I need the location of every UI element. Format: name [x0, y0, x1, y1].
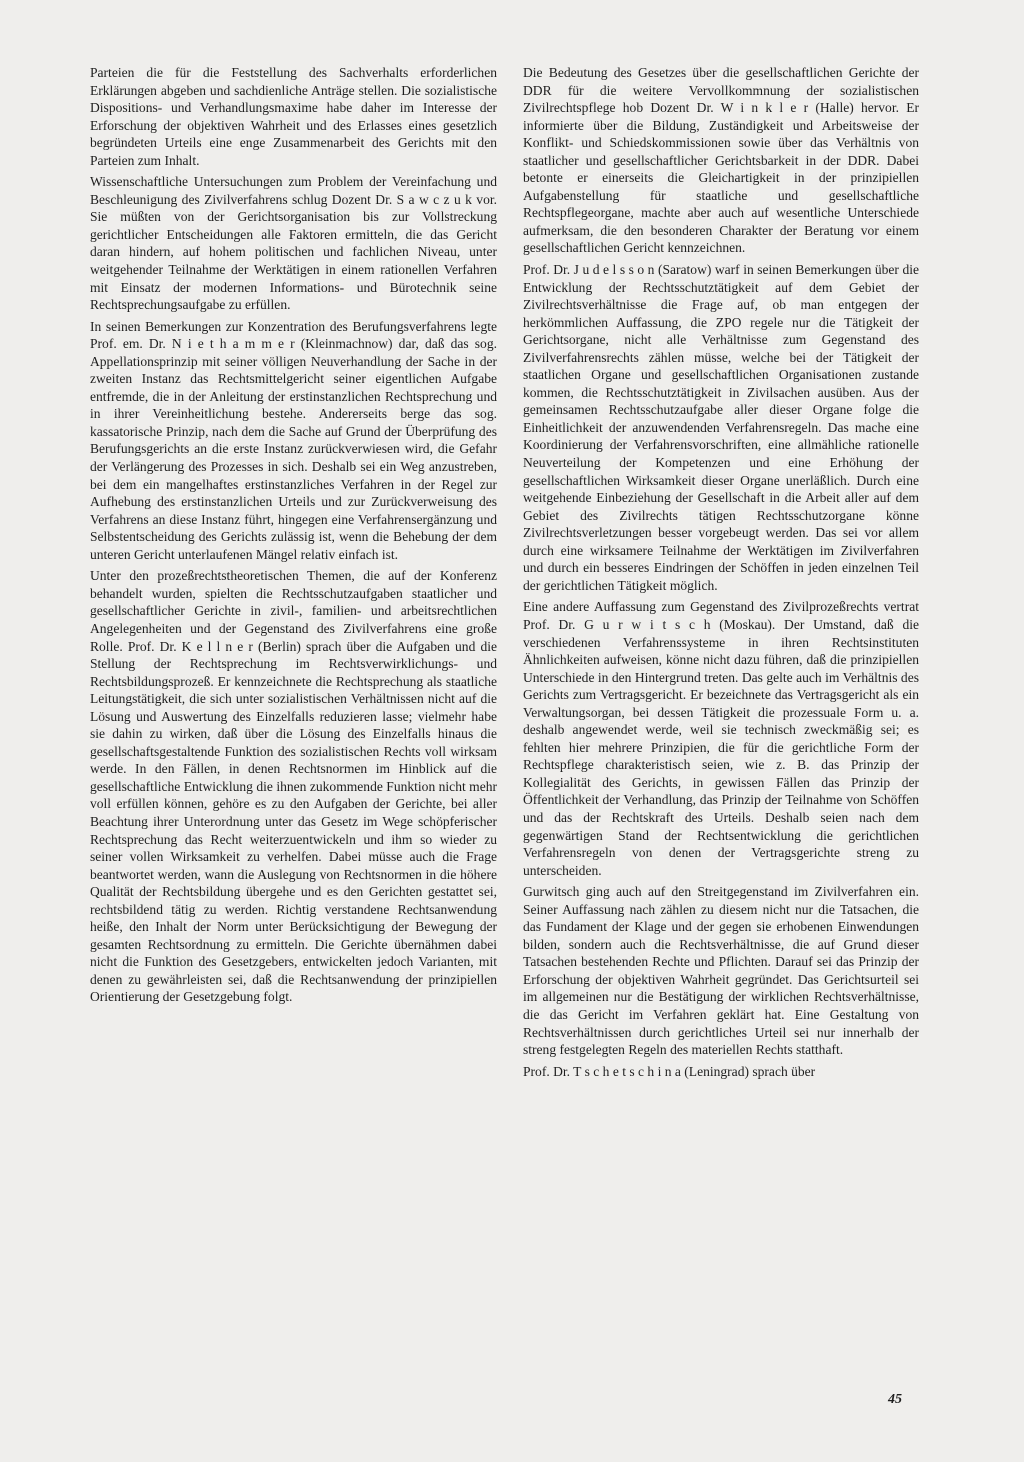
left-column — [90, 64, 497, 1010]
paragraph: In seinen Bemerkungen zur Konzentration des Berufungsverfahrens legte Prof. em. Dr. N i e t h a m m e r (Kleinmachnow) dar, daß das sog. Appellationsprinzip mit seiner völligen Neuverhandlung der Sache in der zweiten Instanz das Rechtsmittelgericht seiner eigentlichen Aufgabe entfremde, die in der Anleitung der erstinstanzlichen Rechtsprechung und in ihrer Vereinheitlichung bestehe. Andererseits berge das sog. kassatorische Prinzip, nach dem die Sache auf Grund der Überprüfung des Berufungsgerichts an die erste Instanz zurückverwiesen wird, die Gefahr der Verlängerung des Prozesses in sich. Deshalb sei ein Weg anzustreben, bei dem ein mangelhaftes erstinstanzliches Verfahren in der Regel zur Aufhebung des erstinstanzlichen Urteils und zur Zurückverweisung des Verfahrens an diese Instanz führt, hingegen eine Verfahrensergänzung und Selbstentscheidung des Gerichts zulässig ist, wenn die Behebung der dem unteren Gericht unterlaufenen Mängel relativ einfach ist. — [90, 318, 497, 562]
paragraph: Eine andere Auffassung zum Gegenstand des Zivilprozeßrechts vertrat Prof. Dr. G u r w i t s c h (Moskau). Der Umstand, daß die verschiedenen Verfahrenssysteme in ihren Rechtsinstituten Ähnlichkeiten aufweisen, könne nicht dazu führen, daß die prinzipiellen Unterschiede in den Hintergrund treten. Das gelte auch im Verhältnis des Gerichts zum Vertragsgericht. Er bezeichnete das Vertragsgericht als ein Verwaltungsorgan, bei dessen Tätigkeit die prozessuale Form u. a. deshalb angewendet werde, weil sie technisch zweckmäßig sei; es fehlten hier mehrere Prinzipien, die für die gerichtliche Form der Rechtspflege charakteristisch seien, wie z. B. das Prinzip der Kollegialität des Gerichts, in gewissen Fällen das Prinzip der Öffentlichkeit der Verhandlung, das Prinzip der Teilnahme von Schöffen und das der Rechtskraft des Urteils. Deshalb seien nach dem gegenwärtigen Stand der Rechtsentwicklung die gerichtlichen Verfahrensregeln von denen der Vertragsgerichte streng zu unterscheiden. — [523, 599, 919, 878]
paragraph: Unter den prozeßrechtstheoretischen Themen, die auf der Konferenz behandelt wurden, spielten die Rechtsschutzaufgaben staatlicher und gesellschaftlicher Gerichte in zivil-, familien- und arbeitsrechtlichen Angelegenheiten und der Gegenstand des Zivilverfahrens eine große Rolle. Prof. Dr. K e l l n e r (Berlin) sprach über die Aufgaben und die Stellung der Rechtsprechung im Rechtsverwirklichungs- und Rechtsbildungsprozeß. Er kennzeichnete die Rechtsprechung als staatliche Leitungstätigkeit, die sich unter sozialistischen Verhältnissen nicht auf die Lösung und Auswertung des Einzelfalls reduzieren lasse; vielmehr habe sie dahin zu wirken, daß über die Lösung des Einzelfalls hinaus die gesellschaftsgestaltende Funktion des sozialistischen Rechts voll wirksam werde. In den Fällen, in denen Rechtsnormen im Hinblick auf die gesellschaftliche Entwicklung die ihnen zukommende Funktion nicht mehr voll erfüllen können, gehöre es zu den Aufgaben der Gerichte, bei aller Beachtung ihrer Unterordnung unter das Gesetz im Wege schöpferischer Rechtsprechung das Recht weiterzuentwickeln und ihm so wieder zu seiner vollen Wirksamkeit zu verhelfen. Dabei müsse auch die Frage beantwortet werden, wann die Auslegung von Rechtsnormen in die höhere Qualität der Rechtsbildung übergehe und es den Gerichten gestattet sei, rechtsbildend tätig zu werden. Richtig verstandene Rechtsanwendung heiße, den Inhalt der Norm unter Berücksichtigung der Bewegung der gesamten Rechtsordnung zu ermitteln. Die Gerichte übernähmen dabei nicht die Funktion des Gesetzgebers, entwickelten jedoch Varianten, mit denen zu gewährleisten sei, daß die Rechtsanwendung der prinzipiellen Orientierung der Gesetzgebung folgt. — [90, 568, 497, 1005]
paragraph: Gurwitsch ging auch auf den Streitgegenstand im Zivilverfahren ein. Seiner Auffassung nach zählen zu diesem nicht nur die Tatsachen, die das Fundament der Klage und der gegen sie erhobenen Einwendungen bilden, sondern auch die Rechtsverhältnisse, die auf Grund dieser Tatsachen bestehenden Rechte und Pflichten. Darauf sei das Prinzip der Erforschung der objektiven Wahrheit gegründet. Das Gerichtsurteil sei im allgemeinen nur die Bestätigung der wirklichen Rechtsverhältnisse, die das Gericht im Verfahren geklärt hat. Eine Gestaltung von Rechtsverhältnissen durch gerichtliches Urteil sei nur innerhalb der streng festgelegten Regeln des materiellen Rechts statthaft. — [523, 884, 919, 1058]
paragraph: Die Bedeutung des Gesetzes über die gesellschaftlichen Gerichte der DDR für die weitere Vervollkommnung der sozialistischen Zivilrechtspflege hob Dozent Dr. W i n k l e r (Halle) hervor. Er informierte über die Bildung, Zuständigkeit und Arbeitsweise der Konflikt- und Schiedskommissionen sowie über das Verhältnis von staatlicher und gesellschaftlicher Gerichtsbarkeit in der DDR. Dabei betonte er einerseits die Gleichartigkeit in der prinzipiellen Aufgabenstellung für staatliche und gesellschaftliche Rechtspflegeorgane, machte aber auch auf wesentliche Unterschiede aufmerksam, die den besonderen Charakter der Beratung vor einem gesellschaftlichen Gericht kennzeichnen. — [523, 65, 919, 256]
paragraph: Prof. Dr. T s c h e t s c h i n a (Leningrad) sprach über — [523, 1063, 816, 1079]
paragraph: Wissenschaftliche Untersuchungen zum Problem der Vereinfachung und Beschleunigung des Zivilverfahrens schlug Dozent Dr. S a w c z u k vor. Sie müßten von der Gerichtsorganisation bis zur Vollstreckung gerichtlicher Entscheidungen alle Faktoren ermitteln, die das Gericht daran hindern, auf hohem politischen und fachlichen Niveau, unter weitgehender Teilnahme der Werktätigen in einem rationellen Verfahren mit Einsatz der modernen Informations- und Bürotechnik seine Rechtsprechungsaufgabe zu erfüllen. — [90, 174, 497, 313]
paragraph: Prof. Dr. J u d e l s s o n (Saratow) warf in seinen Bemerkungen über die Entwicklung der Rechtsschutztätigkeit auf dem Gebiet der Zivilrechtsverhältnisse die Frage auf, ob man entgegen der herkömmlichen Auffassung, die ZPO regele nur die Tätigkeit der Gerichtsorgane, nicht alle Verhältnisse zum Gegenstand des Zivilverfahrensrechts zählen müsse, welche bei der Tätigkeit der staatlichen Organe und gesellschaftlichen Organisationen zustande kommen, die Rechtsschutztätigkeit in Zivilsachen ausüben. Aus der gemeinsamen Rechtsschutzaufgabe aller dieser Organe folge die Einheitlichkeit der anzuwendenden Verfahrensregeln. Das mache eine Koordinierung der Verfahrensvorschriften, eine allmähliche rationelle Neuverteilung der Kompetenzen und eine Erhöhung der gesellschaftlichen Wirksamkeit dieser Organe unerläßlich. Durch eine weitgehende Einbeziehung der Gesellschaft in die Arbeit aller auf dem Gebiet des Zivilrechts tätigen Rechtsschutzorgane könne Zivilrechtsverletzungen besser vorgebeugt werden. Das sei vor allem durch eine wirksamere Teilnahme der Werktätigen im Zivilverfahren und durch ein besseres Eindringen der Schöffen in jeden einzelnen Teil der gerichtlichen Tätigkeit möglich. — [523, 262, 919, 593]
page-number: 45 — [888, 1392, 902, 1407]
right-column — [523, 64, 919, 1084]
paragraph: Parteien die für die Feststellung des Sachverhalts erforderlichen Erklärungen abgeben und sachdienliche Anträge stellen. Die sozialistische Dispositions- und Verhandlungsmaxime habe daher im Interesse der Erforschung der objektiven Wahrheit und des Erlasses eines gesetzlich begründeten Urteils eine enge Zusammenarbeit des Gerichts mit den Parteien zum Inhalt. — [90, 65, 497, 168]
